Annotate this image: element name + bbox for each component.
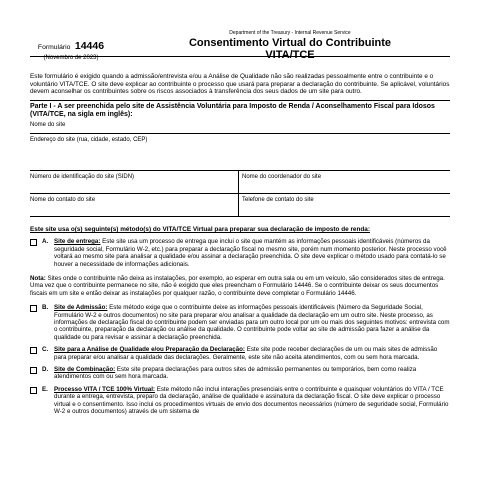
- option-d: [30, 366, 450, 381]
- contact-name-field[interactable]: [30, 194, 238, 216]
- coordinator-label: Nome do coordenador do site: [242, 174, 322, 181]
- site-address-field[interactable]: [30, 134, 450, 171]
- form-number: 14446: [74, 40, 105, 52]
- option-a-checkbox[interactable]: [30, 239, 37, 246]
- option-e-letter: E.: [42, 385, 48, 393]
- department-name: Department of the Treasury - Internal Revenue Service: [229, 30, 351, 36]
- part1-heading: Parte I - A ser preenchida pelo site de Assistência Voluntária para Imposto de Renda / Aconselhamento Fiscal para Idosos (VITA/TCE, na sigla em inglês):: [30, 100, 450, 120]
- coordinator-field[interactable]: [238, 171, 450, 193]
- option-a-letter: A.: [42, 238, 49, 246]
- option-e-text: Este método não inclui interações presenciais entre o contribuinte e quaisquer voluntários do VITA / TCE durante a entrega, entrevista, preparo da declaração, análise de qualidade e assinatura da declaração fiscal. O site deve explicar o processo virtual e o consentimento. Isso inclui os procedimentos virtuais de envio dos documentos necessários (número de seguridade social, Formulário W-2 e outros documentos) através de um sistema de: [54, 385, 449, 416]
- option-b: [30, 304, 450, 341]
- contact-name-label: Nome do contato do site: [30, 197, 96, 204]
- form-title-line1: Consentimento Virtual do Contribuinte: [188, 37, 392, 49]
- contact-phone-field[interactable]: [238, 194, 450, 216]
- option-e-checkbox[interactable]: [30, 387, 37, 394]
- option-c-checkbox[interactable]: [30, 347, 37, 354]
- option-a-label: Site de entrega:: [54, 238, 101, 246]
- form-title-line2: VITA/TCE: [265, 49, 315, 61]
- sidn-field[interactable]: [30, 171, 238, 193]
- option-e: [30, 386, 450, 416]
- option-d-text: Este site prepara declarações para outros sites de admissão permanentes ou temporários, bem como realiza atendimentos com ou sem hora marcada.: [54, 366, 417, 381]
- sidn-label: Número de identificação do site (SIDN): [30, 174, 135, 181]
- option-c-letter: C.: [42, 346, 49, 354]
- option-a: [30, 238, 450, 268]
- option-c: [30, 346, 450, 361]
- option-d-letter: D.: [42, 366, 49, 374]
- option-a-text: Este site usa um processo de entrega que inclui o site que mantém as informações pessoais identificáveis (números da seguridade social, Formulário W-2, etc.) para preparar a declaração fiscal no mesmo site, porém num momento posterior. Neste processo você voltará ao mesmo site para analisar a qualidade e/ou assinar a declaração preenchida. O site deve explicar o método usado para contatá-lo se houver a necessidade de informações adicionais.: [54, 238, 447, 268]
- option-d-checkbox[interactable]: [30, 367, 37, 374]
- option-b-text: Este método exige que o contribuinte deixe as informações pessoais identificáveis (Número da Seguridade Social, Formulário W-2 e outros documentos) no site para preparar e/ou analisar a qualidade da declaração em um outro site. Neste processo, as informações de declaração fiscal do contribuinte podem ser enviadas para um outro local por um ou mais dos seguintes motivos: entrevista com o contribuinte, preparação da declaração ou análise da qualidade. O contribuinte pode voltar ao site de admissão para fazer a análise da qualidade ou para revisar e assinar a declaração preenchida.: [54, 304, 450, 341]
- option-b-letter: B.: [42, 304, 49, 312]
- form-label: Formulário: [37, 44, 71, 51]
- form-id: [30, 36, 112, 61]
- contact-phone-label: Telefone de contato do site: [242, 197, 314, 204]
- option-b-label: Site de Admissão:: [54, 304, 108, 312]
- site-name-label: Nome do site: [30, 122, 66, 129]
- option-b-checkbox[interactable]: [30, 305, 37, 312]
- option-e-label: Processo VITA / TCE 100% Virtual:: [54, 385, 155, 393]
- form-header: [30, 0, 450, 61]
- form-date: (Novembro de 2023): [43, 55, 99, 61]
- site-address-label: Endereço do site (rua, cidade, estado, CEP): [30, 137, 148, 144]
- intro-paragraph: Este formulário é exigido quando a admissão/entrevista e/ou a Análise de Qualidade não são realizadas pessoalmente entre o contribuinte e o voluntário VITA/TCE. O site deve explicar ao contribuinte o processo que usará para preparar a declaração do contribuinte. Se aplicável, voluntários devem aconselhar os contribuintes sobre os riscos associados à transferência dos seus dados de um site para outro.: [30, 73, 450, 96]
- sidn-coordinator-row: [30, 171, 450, 194]
- option-d-label: Site de Combinação:: [54, 366, 116, 374]
- note-text: Sites onde o contribuinte não deixa as instalações, por exemplo, ao esperar em outra sala ou em um veículo, são considerados sites de entrega. Uma vez que o contribuinte permanece no site, não é exigido que eles preencham o Formulário 14446. Se o contribuinte deixar os seus documentos fiscais em um site e então deixar as instalações por qualquer razão, o contribuinte deve completar o Formulário 14446.: [30, 275, 445, 297]
- option-c-text: Este site pode receber declarações de um ou mais sites de admissão para preparar e/ou analisar a qualidade das declarações. Geralmente, este site não aceita atendimentos, com ou sem hora marcada.: [54, 346, 438, 361]
- note-label: Nota:: [30, 275, 46, 282]
- methods-question: Este site usa o(s) seguinte(s) método(s) do VITA/TCE Virtual para preparar sua declaração de imposto de renda:: [30, 226, 370, 234]
- contact-row: [30, 194, 450, 217]
- option-c-label: Site para a Análise de Qualidade e/ou Preparação da Declaração:: [54, 346, 245, 354]
- note-paragraph: [30, 275, 450, 297]
- site-name-field[interactable]: [30, 119, 450, 134]
- header-center: [130, 30, 450, 61]
